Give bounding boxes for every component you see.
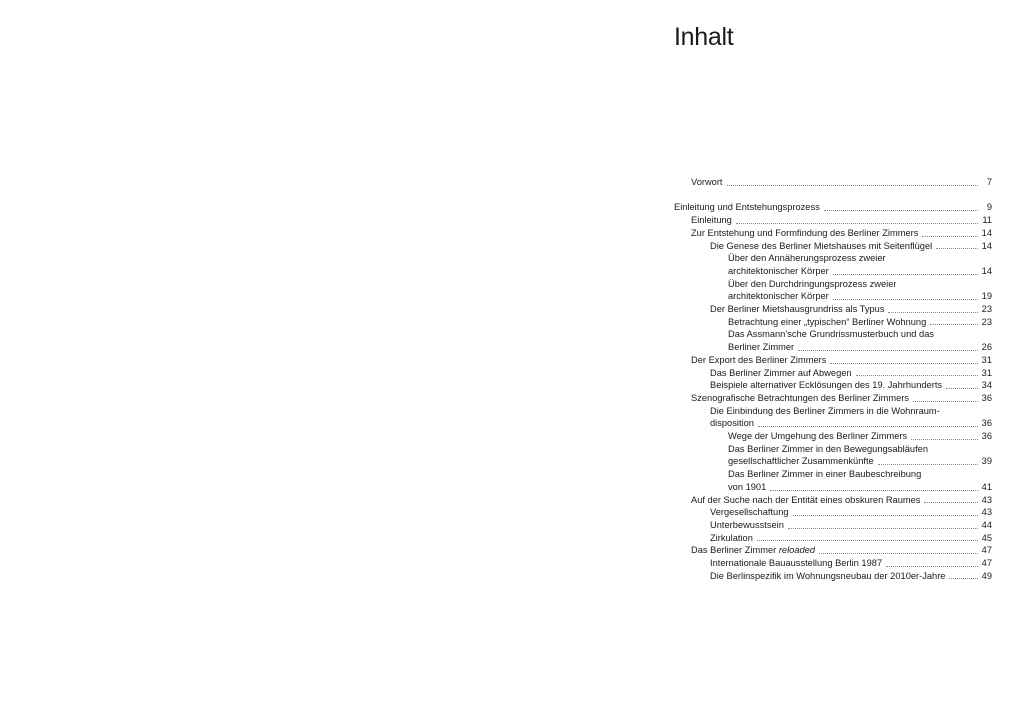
toc-entry-page-number: 47 bbox=[981, 545, 992, 556]
toc-entry-page-number: 23 bbox=[981, 304, 992, 315]
toc-entry-label: gesellschaftlicher Zusammenkünfte bbox=[728, 456, 874, 467]
toc-entry-label: Einleitung und Entstehungsprozess bbox=[674, 202, 820, 213]
toc-entry-label: Das Berliner Zimmer in einer Baubeschreibung bbox=[728, 469, 922, 480]
toc-entry-page-number: 41 bbox=[981, 481, 992, 492]
toc-entry bbox=[674, 290, 992, 303]
toc-leader-dots bbox=[946, 388, 978, 389]
toc-entry-page-number: 14 bbox=[981, 227, 992, 238]
toc-leader-dots bbox=[798, 350, 978, 351]
toc-leader-dots bbox=[922, 236, 977, 237]
toc-leader-dots bbox=[911, 439, 978, 440]
toc-entry-label: Szenografische Betrachtungen des Berliner Zimmers bbox=[691, 392, 910, 403]
toc-entry-label: Über den Durchdringungsprozess zweier bbox=[728, 278, 897, 289]
toc-leader-dots bbox=[757, 540, 978, 541]
toc-entry-label: Zur Entstehung und Formfindung des Berliner Zimmers bbox=[691, 227, 919, 238]
toc-entry-page-number: 43 bbox=[981, 494, 992, 505]
toc-entry-label: Das Berliner Zimmer in den Bewegungsabläufen bbox=[728, 443, 928, 454]
toc-entry bbox=[674, 570, 992, 583]
toc-entry-label: Internationale Bauausstellung Berlin 1987 bbox=[710, 558, 883, 569]
toc-entry-label: Die Einbindung des Berliner Zimmers in die Wohnraum- bbox=[710, 405, 940, 416]
toc-entry bbox=[674, 443, 992, 456]
toc-entry-page-number: 49 bbox=[981, 570, 992, 581]
toc-entry-page-number: 23 bbox=[981, 316, 992, 327]
toc-entry bbox=[674, 557, 992, 570]
toc-leader-dots bbox=[888, 312, 977, 313]
toc-entry-page-number: 39 bbox=[981, 456, 992, 467]
toc-entry-page-number: 47 bbox=[981, 558, 992, 569]
toc-entry-label: Das Berliner Zimmer auf Abwegen bbox=[710, 367, 852, 378]
toc-entry bbox=[674, 544, 992, 557]
toc-entry-page-number: 9 bbox=[986, 202, 992, 213]
toc-entry bbox=[674, 392, 992, 405]
toc-entry-page-number: 36 bbox=[981, 418, 992, 429]
toc-entry-page-number: 34 bbox=[981, 380, 992, 391]
toc-leader-dots bbox=[936, 248, 977, 249]
toc-entry-page-number: 11 bbox=[982, 215, 992, 226]
toc-entry bbox=[674, 252, 992, 265]
toc-leader-dots bbox=[758, 426, 978, 427]
toc-entry bbox=[674, 201, 992, 214]
toc-entry-page-number: 31 bbox=[981, 354, 992, 365]
toc-entry bbox=[674, 468, 992, 481]
toc-entry-label: Über den Annäherungsprozess zweier bbox=[728, 253, 886, 264]
toc-leader-dots bbox=[930, 324, 977, 325]
toc-entry-page-number: 44 bbox=[981, 519, 992, 530]
toc-leader-dots bbox=[913, 401, 978, 402]
toc-entry bbox=[674, 430, 992, 443]
toc-leader-dots bbox=[924, 502, 977, 503]
toc-entry bbox=[674, 354, 992, 367]
toc-leader-dots bbox=[819, 553, 978, 554]
toc-entry-label-italic: reloaded bbox=[778, 545, 816, 556]
toc-entry bbox=[674, 417, 992, 430]
toc-entry-page-number: 26 bbox=[981, 342, 992, 353]
toc-entry-label: Berliner Zimmer bbox=[728, 342, 795, 353]
toc-leader-dots bbox=[878, 464, 978, 465]
toc-entry bbox=[674, 328, 992, 341]
toc-leader-dots bbox=[736, 223, 978, 224]
toc-leader-dots bbox=[833, 274, 978, 275]
toc-entry-label: Das Berliner Zimmer reloaded bbox=[691, 545, 816, 556]
toc-entry-label: Zirkulation bbox=[710, 532, 753, 543]
toc-leader-dots bbox=[770, 490, 977, 491]
toc-entry bbox=[674, 316, 992, 329]
toc-entry-label: architektonischer Körper bbox=[728, 265, 829, 276]
toc-entry bbox=[674, 519, 992, 532]
toc-entry bbox=[674, 494, 992, 507]
toc-entry bbox=[674, 405, 992, 418]
toc-entry bbox=[674, 455, 992, 468]
toc-entry-label: Das Assmann’sche Grundrissmusterbuch und das bbox=[728, 329, 935, 340]
toc-entry-page-number: 31 bbox=[981, 367, 992, 378]
toc-entry-label: Die Berlinspezifik im Wohnungsneubau der 2010er-Jahre bbox=[710, 570, 946, 581]
toc-entry-label: Unterbewusstsein bbox=[710, 519, 784, 530]
toc-entry-label: Der Berliner Mietshausgrundriss als Typus bbox=[710, 304, 885, 315]
toc-entry bbox=[674, 265, 992, 278]
toc-entry bbox=[674, 379, 992, 392]
toc-entry-label: Beispiele alternativer Ecklösungen des 19. Jahrhunderts bbox=[710, 380, 943, 391]
toc-leader-dots bbox=[788, 528, 978, 529]
toc-leader-dots bbox=[727, 185, 978, 186]
toc-entry-label: Der Export des Berliner Zimmers bbox=[691, 354, 827, 365]
toc-entry bbox=[674, 532, 992, 545]
toc-entry bbox=[674, 227, 992, 240]
table-of-contents bbox=[674, 176, 992, 582]
toc-leader-dots bbox=[833, 299, 978, 300]
toc-entry-page-number: 43 bbox=[981, 507, 992, 518]
toc-leader-dots bbox=[824, 210, 978, 211]
toc-entry-label: architektonischer Körper bbox=[728, 291, 829, 302]
toc-entry bbox=[674, 176, 992, 189]
toc-entry bbox=[674, 367, 992, 380]
toc-leader-dots bbox=[793, 515, 978, 516]
toc-entry-page-number: 36 bbox=[981, 392, 992, 403]
toc-entry-page-number: 36 bbox=[981, 431, 992, 442]
toc-entry-label: Wege der Umgehung des Berliner Zimmers bbox=[728, 431, 908, 442]
toc-entry-label: Auf der Suche nach der Entität eines obskuren Raumes bbox=[691, 494, 921, 505]
toc-entry-label: Vergesellschaftung bbox=[710, 507, 789, 518]
toc-leader-dots bbox=[830, 363, 977, 364]
toc-entry bbox=[674, 214, 992, 227]
page-title: Inhalt bbox=[674, 23, 734, 51]
toc-entry-label: Vorwort bbox=[691, 177, 723, 187]
toc-entry-label: Betrachtung einer „typischen“ Berliner Wohnung bbox=[728, 316, 927, 327]
toc-leader-dots bbox=[856, 375, 978, 376]
toc-leader-dots bbox=[886, 566, 978, 567]
toc-entry-page-number: 45 bbox=[981, 532, 992, 543]
toc-entry bbox=[674, 240, 992, 253]
toc-entry bbox=[674, 341, 992, 354]
toc-entry bbox=[674, 481, 992, 494]
toc-entry-page-number: 7 bbox=[986, 177, 992, 187]
toc-entry-label: Einleitung bbox=[691, 215, 732, 226]
toc-entry bbox=[674, 278, 992, 291]
toc-entry-label: von 1901 bbox=[728, 481, 767, 492]
toc-entry-page-number: 14 bbox=[981, 265, 992, 276]
toc-leader-dots bbox=[949, 578, 977, 579]
toc-entry bbox=[674, 303, 992, 316]
toc-entry-page-number: 14 bbox=[981, 240, 992, 251]
toc-entry-label: disposition bbox=[710, 418, 754, 429]
toc-entry bbox=[674, 506, 992, 519]
toc-entry-label: Die Genese des Berliner Mietshauses mit Seitenflügel bbox=[710, 240, 933, 251]
toc-entry-page-number: 19 bbox=[981, 291, 992, 302]
